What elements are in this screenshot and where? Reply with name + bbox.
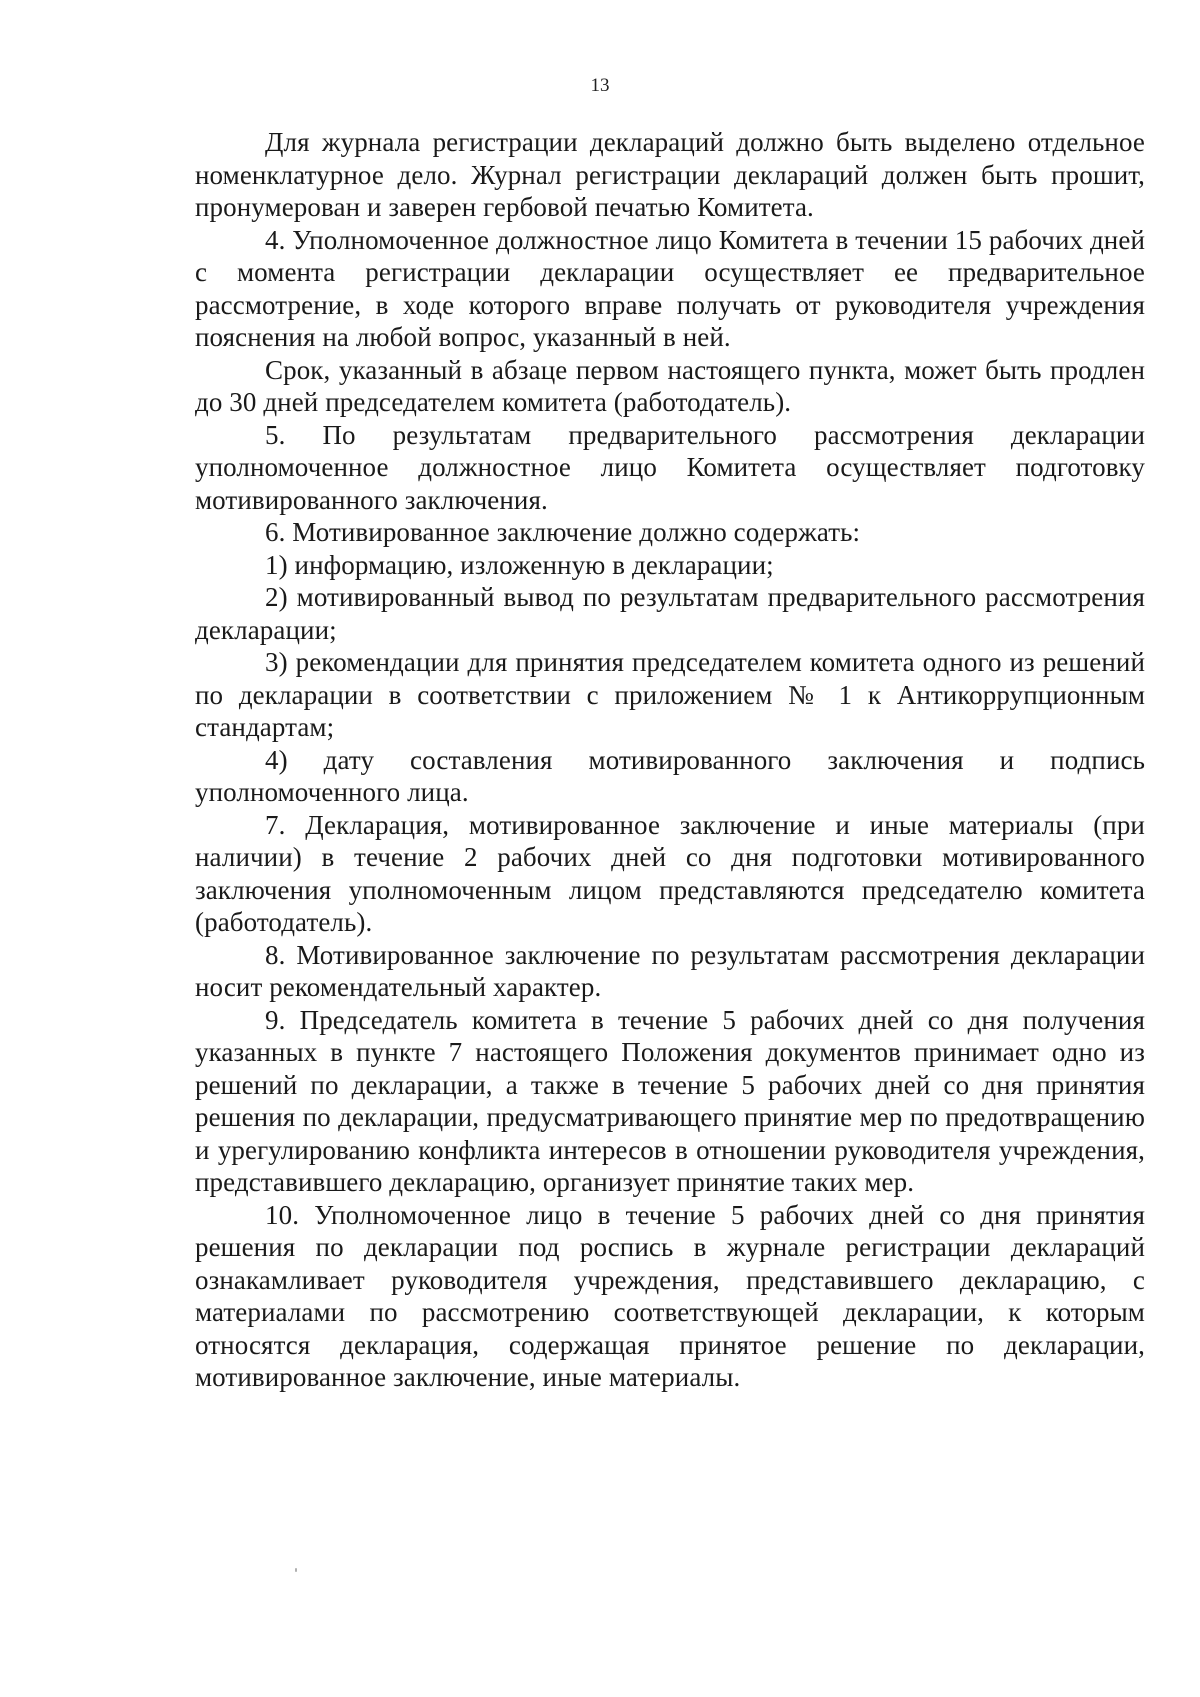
paragraph-item-6-subitem-2: 2) мотивированный вывод по результатам предварительного рассмотрения декларации; [195,582,1145,645]
paragraph-item-10: 10. Уполномоченное лицо в течение 5 рабочих дней со дня принятия решения по декларации под роспись в журнале регистрации деклараций ознакамливает руководителя учреждения, представившего декларацию, с материалами по рассмотрению соответствующей декларации, к которым относятся декларация, содержащая принятое решение по декларации, мотивированное заключение, иные материалы. [195,1199,1145,1392]
page-number: 13 [590,75,610,96]
paragraph-item-6: 6. Мотивированное заключение должно содержать: [265,517,861,547]
paragraph-item-9: 9. Председатель комитета в течение 5 рабочих дней со дня получения указанных в пункте 7 настоящего Положения документов принимает одно из решений по декларации, а также в течение 5 рабочих дней со дня принятия решения по декларации, предусматривающего принятие мер по предотвращению и урегулированию конфликта интересов в отношении руководителя учреждения, представившего декларацию, организует принятие таких мер. [195,1004,1145,1197]
paragraph-item-6-subitem-4: 4) дату составления мотивированного заключения и подпись уполномоченного лица. [195,744,1145,807]
paragraph-item-4: 4. Уполномоченное должностное лицо Комитета в течении 15 рабочих дней с момента регистрации декларации осуществляет ее предварительное рассмотрение, в ходе которого вправе получать от руководителя учреждения пояснения на любой вопрос, указанный в ней. [195,224,1145,352]
paragraph-item-5: 5. По результатам предварительного рассмотрения декларации уполномоченное должностное лицо Комитета осуществляет подготовку мотивированного заключения. [195,419,1145,515]
paragraph-item-7: 7. Декларация, мотивированное заключение и иные материалы (при наличии) в течение 2 рабочих дней со дня подготовки мотивированного заключения уполномоченным лицом представляются председателю комитета (работодатель). [195,809,1145,937]
paragraph-term-extension: Срок, указанный в абзаце первом настоящего пункта, может быть продлен до 30 дней председателем комитета (работодатель). [195,354,1145,417]
paragraph-item-8: 8. Мотивированное заключение по результатам рассмотрения декларации носит рекомендательный характер. [195,939,1145,1002]
paragraph-item-6-subitem-3: 3) рекомендации для принятия председателем комитета одного из решений по декларации в соответствии с приложением № 1 к Антикоррупционным стандартам; [195,647,1145,742]
document-body [195,126,1145,1394]
paragraph-item-6-subitem-1: 1) информацию, изложенную в декларации; [265,549,774,580]
scan-speck [295,1568,297,1572]
paragraph-journal-registration: Для журнала регистрации деклараций должно быть выделено отдельное номенклатурное дело. Журнал регистрации деклараций должен быть прошит, пронумерован и заверен гербовой печатью Комитета. [195,127,1145,222]
